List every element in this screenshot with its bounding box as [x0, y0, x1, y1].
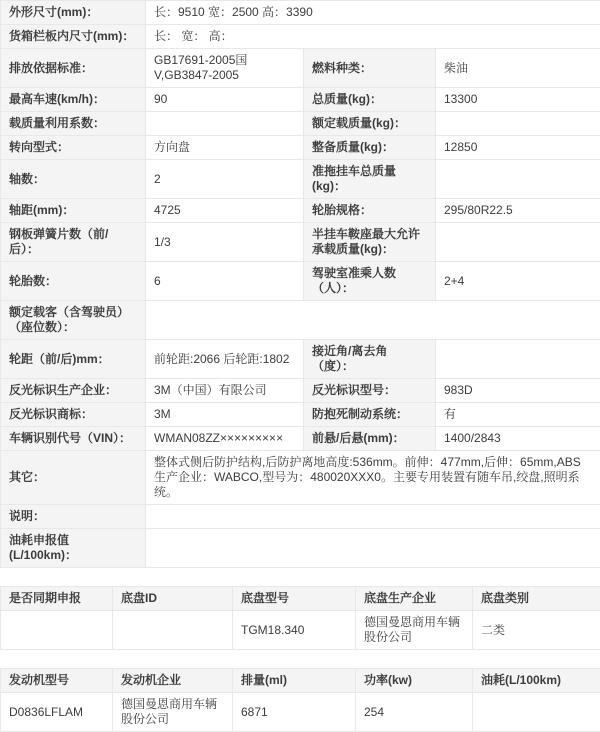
spec-value: 4725 [146, 199, 304, 223]
spec-value: 983D [436, 379, 600, 403]
spec-label: 排放依据标准： [1, 49, 146, 88]
engine-header: 排量(ml) [233, 669, 356, 693]
spec-label: 整备质量(kg)： [304, 136, 436, 160]
spec-label: 半挂车鞍座最大允许承载质量(kg)： [304, 223, 436, 262]
table-row [1, 379, 600, 403]
spec-value: WMAN08ZZ××××××××× [146, 427, 304, 451]
spec-label: 最高车速(km/h)： [1, 88, 146, 112]
spec-value [146, 505, 600, 529]
table-header-row [1, 587, 600, 611]
spec-label: 轮距（前/后)mm： [1, 340, 146, 379]
spec-label: 转向型式： [1, 136, 146, 160]
engine-cell: D0836LFLAM [1, 693, 113, 732]
spec-value [436, 223, 600, 262]
table-row [1, 427, 600, 451]
engine-cell [473, 693, 600, 732]
chassis-header: 底盘生产企业 [356, 587, 473, 611]
engine-header: 发动机型号 [1, 669, 113, 693]
spec-value: 295/80R22.5 [436, 199, 600, 223]
spec-value: 前轮距:2066 后轮距:1802 [146, 340, 304, 379]
table-row [1, 403, 600, 427]
engine-header: 油耗(L/100km) [473, 669, 600, 693]
spec-label: 额定载质量(kg)： [304, 112, 436, 136]
spec-label: 轮胎规格： [304, 199, 436, 223]
table-header-row [1, 669, 600, 693]
spec-value [436, 112, 600, 136]
chassis-cell [1, 611, 113, 650]
spec-value: 方向盘 [146, 136, 304, 160]
chassis-cell: 德国曼恩商用车辆股份公司 [356, 611, 473, 650]
spec-value [146, 301, 600, 340]
table-row [1, 160, 600, 199]
spec-label: 说明： [1, 505, 146, 529]
engine-header: 发动机企业 [113, 669, 233, 693]
table-row [1, 223, 600, 262]
spec-value: 有 [436, 403, 600, 427]
chassis-table [0, 586, 600, 650]
spec-label: 总质量(kg)： [304, 88, 436, 112]
spec-label: 驾驶室准乘人数（人）： [304, 262, 436, 301]
spec-label: 轴距(mm)： [1, 199, 146, 223]
spec-label: 油耗申报值(L/100km)： [1, 529, 146, 568]
engine-table [0, 668, 600, 732]
chassis-cell: TGM18.340 [233, 611, 356, 650]
chassis-header: 底盘类别 [473, 587, 600, 611]
spec-label: 额定载客（含驾驶员）（座位数）： [1, 301, 146, 340]
table-row [1, 112, 600, 136]
spec-value: 长：9510 宽：2500 高：3390 [146, 1, 600, 25]
engine-cell: 德国曼恩商用车辆股份公司 [113, 693, 233, 732]
spec-label: 车辆识别代号（VIN）： [1, 427, 146, 451]
table-row [1, 301, 600, 340]
engine-cell: 254 [356, 693, 473, 732]
spec-label: 前悬/后悬(mm)： [304, 427, 436, 451]
spec-value [146, 529, 600, 568]
spec-label: 防抱死制动系统： [304, 403, 436, 427]
table-row [1, 340, 600, 379]
spec-label: 燃料种类： [304, 49, 436, 88]
spec-value: 2+4 [436, 262, 600, 301]
spec-value: 1/3 [146, 223, 304, 262]
spec-value: 柴油 [436, 49, 600, 88]
table-row [1, 88, 600, 112]
spec-value [436, 340, 600, 379]
table-row [1, 505, 600, 529]
spec-value [436, 160, 600, 199]
spec-value: 3M [146, 403, 304, 427]
table-row [1, 136, 600, 160]
spec-value: 6 [146, 262, 304, 301]
spec-label: 外形尺寸(mm)： [1, 1, 146, 25]
spec-label: 准拖挂车总质量(kg)： [304, 160, 436, 199]
spec-value: 12850 [436, 136, 600, 160]
spec-value: 长： 宽： 高： [146, 25, 600, 49]
spec-value: 90 [146, 88, 304, 112]
spec-value: GB17691-2005国V,GB3847-2005 [146, 49, 304, 88]
table-row [1, 529, 600, 568]
spec-value: 2 [146, 160, 304, 199]
chassis-header: 底盘ID [113, 587, 233, 611]
spec-label: 反光标识生产企业： [1, 379, 146, 403]
spec-value: 1400/2843 [436, 427, 600, 451]
spec-value [146, 112, 304, 136]
chassis-cell [113, 611, 233, 650]
chassis-header: 是否同期申报 [1, 587, 113, 611]
spec-value: 13300 [436, 88, 600, 112]
spec-value: 3M（中国）有限公司 [146, 379, 304, 403]
chassis-header: 底盘型号 [233, 587, 356, 611]
spec-label: 反光标识商标： [1, 403, 146, 427]
table-row [1, 25, 600, 49]
spec-label: 钢板弹簧片数（前/后）： [1, 223, 146, 262]
spec-label: 接近角/离去角（度）： [304, 340, 436, 379]
spec-label: 轮胎数： [1, 262, 146, 301]
spec-value: 整体式侧后防护结构,后防护离地高度:536mm。前伸：477mm,后伸：65mm,ABS生产企业：WABCO,型号为：480020XXX0。主要专用装置有随车吊,绞盘,照明系统。 [146, 451, 600, 505]
spec-label: 反光标识型号： [304, 379, 436, 403]
spec-label: 载质量利用系数： [1, 112, 146, 136]
table-row [1, 199, 600, 223]
table-row [1, 262, 600, 301]
chassis-cell: 二类 [473, 611, 600, 650]
table-row [1, 611, 600, 650]
engine-header: 功率(kw) [356, 669, 473, 693]
table-row [1, 1, 600, 25]
table-row [1, 451, 600, 505]
spec-label: 货箱栏板内尺寸(mm)： [1, 25, 146, 49]
table-row [1, 693, 600, 732]
spec-label: 轴数： [1, 160, 146, 199]
spec-label: 其它： [1, 451, 146, 505]
engine-cell: 6871 [233, 693, 356, 732]
table-row [1, 49, 600, 88]
